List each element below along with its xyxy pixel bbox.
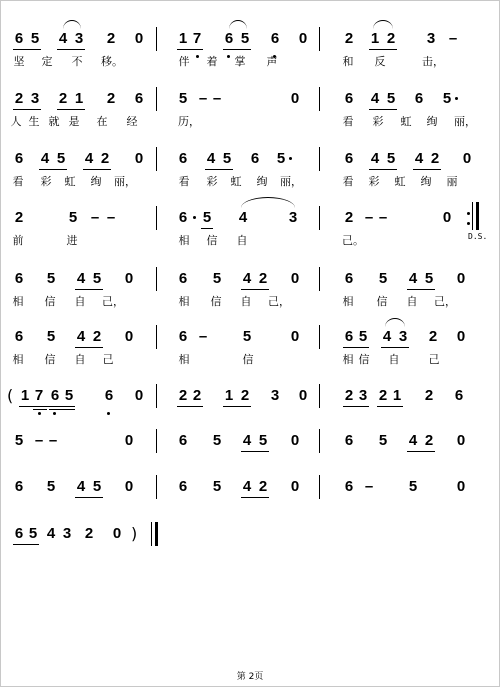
lyric: 自 (74, 353, 86, 366)
note: 6 (14, 150, 24, 167)
lyric: 自 (406, 295, 418, 308)
note: 3 (358, 387, 368, 404)
note: 6 (178, 478, 188, 495)
note: 2 (386, 30, 396, 47)
barline (156, 27, 157, 51)
barline (319, 87, 320, 111)
lyric: 就 (48, 115, 60, 128)
lyric: 虹 (394, 175, 406, 188)
note: 4 (206, 150, 216, 167)
lyric: 自 (240, 295, 252, 308)
note: 5 (378, 270, 388, 287)
note: 2 (344, 209, 354, 226)
note: 6 (104, 387, 114, 404)
final-barline (151, 522, 152, 546)
lyric: 信 (44, 295, 56, 308)
note: 3 (30, 90, 40, 107)
lyric: 相 (342, 295, 354, 308)
note: 0 (124, 478, 134, 495)
note: 6 (178, 328, 188, 345)
note: 6 (224, 30, 234, 47)
note: 5 (408, 478, 418, 495)
note: 2 (14, 209, 24, 226)
note: 6 (178, 432, 188, 449)
barline (319, 384, 320, 408)
barline (319, 147, 320, 171)
note: 6 (344, 150, 354, 167)
note: 2 (344, 30, 354, 47)
note: – (212, 90, 222, 107)
note: 2 (100, 150, 110, 167)
note: 5 (442, 90, 452, 107)
note: 5 (14, 432, 24, 449)
lyric: 看 (12, 175, 24, 188)
note: 4 (58, 30, 68, 47)
note: 3 (62, 525, 72, 542)
lyric: 反 (374, 55, 386, 68)
note: 0 (124, 432, 134, 449)
lyric: 己， (434, 295, 456, 308)
lyric: 看 (342, 175, 354, 188)
lyric: 虹 (400, 115, 412, 128)
lyric: 信 (210, 295, 222, 308)
lyric: 己， (102, 295, 124, 308)
lyric: 相 (342, 353, 354, 366)
lyric: 彩 (368, 175, 380, 188)
lyric: 是 (68, 115, 80, 128)
note: 4 (76, 328, 86, 345)
lyric: 伴 (178, 55, 190, 68)
note: 6 (178, 209, 188, 226)
lyric: 看 (342, 115, 354, 128)
note: 2 (258, 270, 268, 287)
lyric: 绚 (90, 175, 102, 188)
note: 2 (258, 478, 268, 495)
note: 1 (224, 387, 234, 404)
note: – (106, 209, 116, 226)
lyric: 移。 (101, 55, 123, 68)
note: 2 (84, 525, 94, 542)
lyric: 彩 (206, 175, 218, 188)
note: 0 (290, 90, 300, 107)
note: 5 (92, 270, 102, 287)
note: 5 (212, 432, 222, 449)
barline (156, 206, 157, 230)
lyric: 定 (41, 55, 53, 68)
note: 0 (134, 150, 144, 167)
lyric: 绚 (256, 175, 268, 188)
note: 0 (124, 270, 134, 287)
note: 5 (202, 209, 212, 226)
note: 7 (192, 30, 202, 47)
note: 0 (290, 270, 300, 287)
note: – (48, 432, 58, 449)
lyric: 在 (96, 115, 108, 128)
note: 1 (178, 30, 188, 47)
note: 3 (74, 30, 84, 47)
note: 2 (192, 387, 202, 404)
note: 5 (240, 30, 250, 47)
barline (319, 429, 320, 453)
note: 0 (456, 328, 466, 345)
note: – (90, 209, 100, 226)
lyric: 相 (178, 234, 190, 247)
lyric: 自 (236, 234, 248, 247)
note: 6 (250, 150, 260, 167)
note: 4 (370, 90, 380, 107)
note: 5 (276, 150, 286, 167)
lyric: 历， (178, 115, 200, 128)
lyric: 着 (206, 55, 218, 68)
note: 5 (378, 432, 388, 449)
note: 5 (258, 432, 268, 449)
note: 4 (40, 150, 50, 167)
repeat-barline (472, 202, 473, 230)
note: 6 (270, 30, 280, 47)
note: – (364, 209, 374, 226)
lyric: 相 (178, 295, 190, 308)
note: 4 (242, 432, 252, 449)
note: 5 (212, 270, 222, 287)
note: 3 (398, 328, 408, 345)
lyric: 生 (28, 115, 40, 128)
note: 6 (344, 432, 354, 449)
note: – (364, 478, 374, 495)
note: 5 (46, 478, 56, 495)
repeat-barline-thick (476, 202, 479, 230)
lyric: 和 (342, 55, 354, 68)
note: 6 (14, 478, 24, 495)
barline (156, 325, 157, 349)
lyric: 虹 (64, 175, 76, 188)
note: 4 (46, 525, 56, 542)
note: 4 (76, 478, 86, 495)
ds-mark: D.S. (468, 232, 488, 241)
paren-close: ) (131, 524, 138, 543)
note: 6 (14, 525, 24, 542)
lyric: 丽， (454, 115, 476, 128)
barline (156, 87, 157, 111)
note: 5 (28, 525, 38, 542)
note: 4 (408, 432, 418, 449)
note: – (198, 90, 208, 107)
note: – (34, 432, 44, 449)
note: 6 (14, 328, 24, 345)
lyric: 人 (10, 115, 22, 128)
lyric: 己， (268, 295, 290, 308)
lyric: 经 (126, 115, 138, 128)
lyric: 看 (178, 175, 190, 188)
note: 2 (106, 30, 116, 47)
note: 6 (50, 387, 60, 404)
barline (156, 384, 157, 408)
lyric: 相 (12, 353, 24, 366)
lyric: 绚 (420, 175, 432, 188)
note: 0 (124, 328, 134, 345)
note: 2 (58, 90, 68, 107)
lyric: 己 (428, 353, 440, 366)
barline (319, 206, 320, 230)
lyric: 丽， (114, 175, 136, 188)
barline (156, 475, 157, 499)
note: 4 (242, 270, 252, 287)
lyric: 信 (44, 353, 56, 366)
note: 4 (382, 328, 392, 345)
note: 5 (386, 90, 396, 107)
barline (319, 27, 320, 51)
lyric: 掌 (234, 55, 246, 68)
note: 5 (212, 478, 222, 495)
note: 4 (238, 209, 248, 226)
note: 5 (92, 478, 102, 495)
note: 0 (290, 478, 300, 495)
note: 5 (64, 387, 74, 404)
lyric: 信 (358, 353, 370, 366)
note: – (378, 209, 388, 226)
note: 1 (370, 30, 380, 47)
note: 2 (424, 432, 434, 449)
note: – (198, 328, 208, 345)
note: 6 (178, 150, 188, 167)
note: 1 (74, 90, 84, 107)
note: 5 (30, 30, 40, 47)
final-barline-thick (155, 522, 158, 546)
lyric: 己。 (342, 234, 364, 247)
note: 2 (14, 90, 24, 107)
page-number: 第 2页 (236, 672, 264, 682)
note: 5 (222, 150, 232, 167)
note: 5 (68, 209, 78, 226)
lyric: 信 (206, 234, 218, 247)
note: 0 (134, 30, 144, 47)
note: 5 (56, 150, 66, 167)
lyric: 己 (102, 353, 114, 366)
note: 6 (344, 90, 354, 107)
lyric: 击， (422, 55, 444, 68)
note: 5 (178, 90, 188, 107)
note: 2 (240, 387, 250, 404)
lyric: 进 (66, 234, 78, 247)
barline (319, 475, 320, 499)
barline (319, 325, 320, 349)
note: 3 (288, 209, 298, 226)
note: 2 (344, 387, 354, 404)
note: 4 (76, 270, 86, 287)
note: 6 (344, 328, 354, 345)
note: 0 (298, 30, 308, 47)
note: 5 (358, 328, 368, 345)
note: 4 (408, 270, 418, 287)
note: 6 (454, 387, 464, 404)
lyric: 信 (376, 295, 388, 308)
note: 4 (370, 150, 380, 167)
lyric: 相 (12, 295, 24, 308)
note: 5 (424, 270, 434, 287)
note: 2 (106, 90, 116, 107)
note: 6 (178, 270, 188, 287)
note: 6 (14, 30, 24, 47)
note: 4 (84, 150, 94, 167)
note: 0 (442, 209, 452, 226)
lyric: 虹 (230, 175, 242, 188)
lyric: 自 (74, 295, 86, 308)
lyric: 丽， (280, 175, 302, 188)
note: 6 (134, 90, 144, 107)
note: 0 (462, 150, 472, 167)
lyric: 不 (71, 55, 83, 68)
note: 0 (298, 387, 308, 404)
note: 5 (46, 270, 56, 287)
note: 6 (414, 90, 424, 107)
note: 4 (242, 478, 252, 495)
note: 3 (426, 30, 436, 47)
note: 6 (344, 478, 354, 495)
barline (156, 147, 157, 171)
note: 4 (414, 150, 424, 167)
note: 2 (178, 387, 188, 404)
lyric: 前 (12, 234, 24, 247)
note: 5 (386, 150, 396, 167)
note: 2 (92, 328, 102, 345)
note: – (448, 30, 458, 47)
note: 6 (344, 270, 354, 287)
note: 0 (134, 387, 144, 404)
lyric: 绚 (426, 115, 438, 128)
note: 1 (20, 387, 30, 404)
note: 2 (428, 328, 438, 345)
lyric: 彩 (40, 175, 52, 188)
lyric: 声 (266, 55, 278, 68)
note: 2 (378, 387, 388, 404)
lyric: 彩 (372, 115, 384, 128)
note: 0 (112, 525, 122, 542)
note: 2 (430, 150, 440, 167)
lyric: 信 (242, 353, 254, 366)
lyric: 坚 (13, 55, 25, 68)
note: 5 (242, 328, 252, 345)
note: 7 (34, 387, 44, 404)
note: 0 (290, 432, 300, 449)
barline (319, 267, 320, 291)
barline (156, 429, 157, 453)
note: 0 (456, 432, 466, 449)
note: 0 (290, 328, 300, 345)
note: 6 (14, 270, 24, 287)
lyric: 相 (178, 353, 190, 366)
lyric: 丽 (446, 175, 458, 188)
paren-open: ( (7, 386, 14, 405)
lyric: 自 (388, 353, 400, 366)
note: 0 (456, 270, 466, 287)
note: 0 (456, 478, 466, 495)
note: 5 (46, 328, 56, 345)
note: 3 (270, 387, 280, 404)
note: 1 (392, 387, 402, 404)
barline (156, 267, 157, 291)
note: 2 (424, 387, 434, 404)
